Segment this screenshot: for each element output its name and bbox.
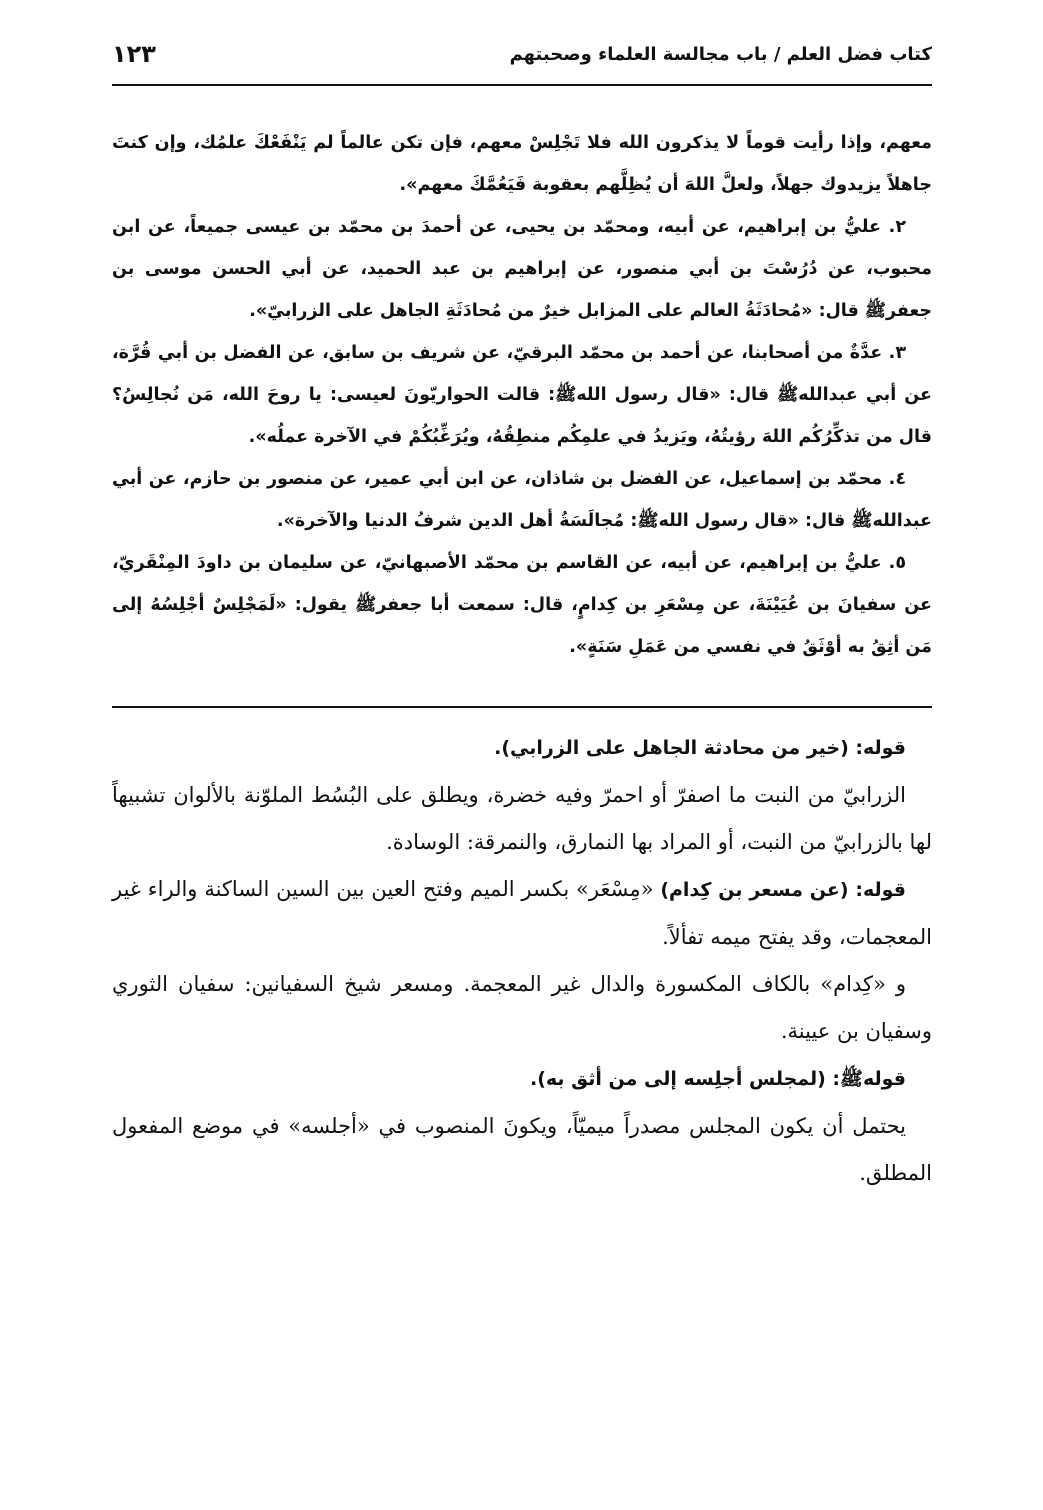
commentary-paragraph (112, 866, 932, 961)
commentary-section (112, 724, 932, 1197)
hadith-section (112, 122, 932, 668)
page (112, 38, 932, 1197)
commentary-text: يحتمل أن يكون المجلس مصدراً ميميّاً، ويكونَ المنصوب في «أجلسه» في موضع المفعول المطلق. (112, 1114, 932, 1185)
hadith-paragraph: ٢. عليُّ بن إبراهيم، عن أبيه، ومحمّد بن يحيى، عن أحمدَ بن محمّد بن عيسى جميعاً، عن ابن محبوب، عن دُرُسْتَ بن أبي منصور، عن إبراهيم بن عبد الحميد، عن أبي الحسن موسى بن جعفرﷺ قال: «مُحادَثَةُ العالم على المزابل خيرٌ من مُحادَثَةِ الجاهل على الزرابيّ». (112, 217, 932, 321)
section-divider (112, 706, 932, 708)
commentary-lemma: قوله: (خير من محادثة الجاهل على الزرابي). (494, 737, 906, 759)
commentary-lemma: قولهﷺ: (لمجلس أجلِسه إلى من أثق به). (530, 1068, 906, 1090)
hadith-paragraph: معهم، وإذا رأيت قوماً لا يذكرون الله فلا تَجْلِسْ معهم، فإن تكن عالماً لم يَنْفَعْكَ علمُك، وإن كنتَ جاهلاً يزيدوك جهلاً، ولعلَّ اللهَ أن يُظِلَّهم بعقوبة فَيَعُمَّكَ معهم». (112, 133, 932, 195)
page-number: ١٢٣ (112, 40, 156, 68)
commentary-text: «مِسْعَر» بكسر الميم وفتح العين بين السين الساكنة والراء غير المعجمات، وقد يفتح ميمه تفألاً. (112, 877, 932, 949)
commentary-paragraph (112, 724, 932, 772)
commentary-text: و «كِدام» بالكاف المكسورة والدال غير المعجمة. ومسعر شيخ السفيانين: سفيان الثوري وسفيان بن عيينة. (112, 972, 932, 1043)
commentary-paragraph (112, 772, 932, 866)
hadith-paragraph: ٤. محمّد بن إسماعيل، عن الفضل بن شاذان، عن ابن أبي عمير، عن منصور بن حازم، عن أبي عبداللهﷺ قال: «قال رسول اللهﷺ: مُجالَسَةُ أهل الدين شرفُ الدنيا والآخرة». (112, 469, 932, 531)
page-header (112, 38, 932, 86)
hadith-paragraph: ٥. عليُّ بن إبراهيم، عن أبيه، عن القاسم بن محمّد الأصبهانيّ، عن سليمان بن داودَ المِنْقَريّ، عن سفيانَ بن عُيَيْنَةَ، عن مِسْعَرِ بن كِدامٍ، قال: سمعت أبا جعفرﷺ يقول: «لَمَجْلِسٌ أجْلِسُهُ إلى مَن أثِقُ به أوْثَقُ في نفسي من عَمَلِ سَنَةٍ». (112, 553, 932, 657)
commentary-text: الزرابيّ من النبت ما اصفرّ أو احمرّ وفيه خضرة، ويطلق على البُسُط الملوّنة بالألوان تشبيهاً لها بالزرابيّ من النبت، أو المراد بها النمارق، والنمرقة: الوسادة. (112, 783, 932, 854)
commentary-paragraph (112, 961, 932, 1055)
commentary-paragraph (112, 1103, 932, 1197)
commentary-paragraph (112, 1055, 932, 1103)
commentary-lemma: قوله: (عن مسعر بن كِدام) (660, 879, 906, 901)
hadith-paragraph: ٣. عدَّةٌ من أصحابنا، عن أحمد بن محمّد البرقيّ، عن شريف بن سابق، عن الفضل بن أبي قُرَّة، عن أبي عبداللهﷺ قال: «قال رسول اللهﷺ: قالت الحواريّونَ لعيسى: يا روحَ الله، مَن نُجالِسُ؟ قال من تذكِّرُكُم اللهَ رؤيتُهُ، ويَزيدُ في علمِكُم منطِقُهُ، ويُرَغِّبُكُمْ في الآخرة عملُه». (112, 343, 932, 447)
running-title: كتاب فضل العلم / باب مجالسة العلماء وصحبتهم (509, 44, 932, 65)
